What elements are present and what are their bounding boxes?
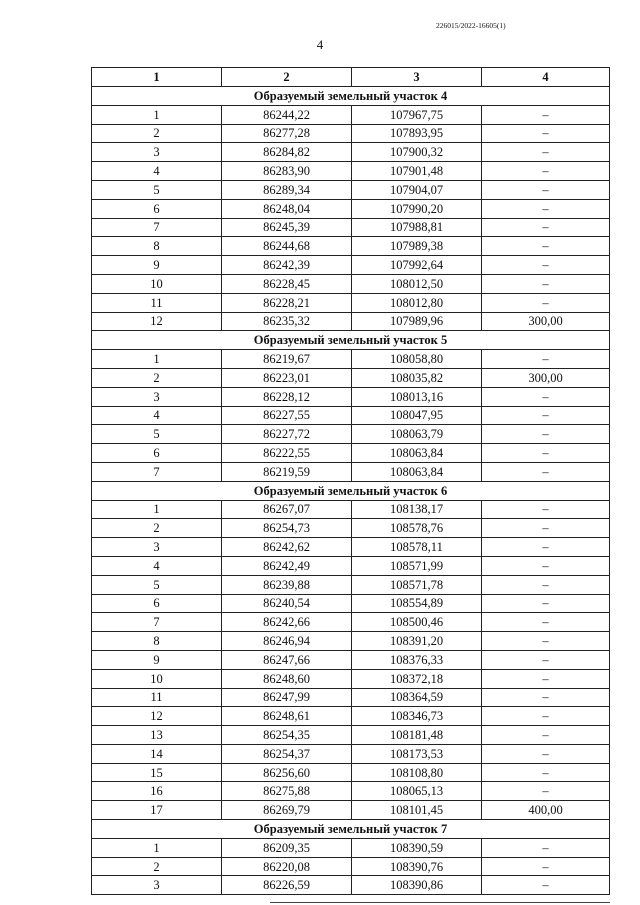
value-cell: – xyxy=(482,500,610,519)
value-cell: – xyxy=(482,387,610,406)
point-number-cell: 1 xyxy=(92,500,222,519)
point-number-cell: 11 xyxy=(92,293,222,312)
table-row xyxy=(92,312,610,331)
value-cell: – xyxy=(482,632,610,651)
value-cell: – xyxy=(482,143,610,162)
point-number-cell: 5 xyxy=(92,180,222,199)
x-coordinate-cell: 86254,37 xyxy=(222,744,352,763)
x-coordinate-cell: 86254,73 xyxy=(222,519,352,538)
y-coordinate-cell: 108578,11 xyxy=(352,538,482,557)
table-row xyxy=(92,500,610,519)
y-coordinate-cell: 108500,46 xyxy=(352,613,482,632)
y-coordinate-cell: 107992,64 xyxy=(352,256,482,275)
x-coordinate-cell: 86242,66 xyxy=(222,613,352,632)
value-cell: – xyxy=(482,688,610,707)
x-coordinate-cell: 86227,72 xyxy=(222,425,352,444)
value-cell: – xyxy=(482,763,610,782)
point-number-cell: 11 xyxy=(92,688,222,707)
table-row xyxy=(92,105,610,124)
section-title: Образуемый земельный участок 7 xyxy=(92,820,610,839)
x-coordinate-cell: 86247,99 xyxy=(222,688,352,707)
value-cell: – xyxy=(482,256,610,275)
x-coordinate-cell: 86242,49 xyxy=(222,556,352,575)
y-coordinate-cell: 108372,18 xyxy=(352,669,482,688)
y-coordinate-cell: 108063,79 xyxy=(352,425,482,444)
point-number-cell: 12 xyxy=(92,312,222,331)
point-number-cell: 10 xyxy=(92,669,222,688)
y-coordinate-cell: 108390,86 xyxy=(352,876,482,895)
y-coordinate-cell: 108108,80 xyxy=(352,763,482,782)
value-cell: – xyxy=(482,162,610,181)
point-number-cell: 1 xyxy=(92,105,222,124)
document-id: 226015/2022-16605(1) xyxy=(436,21,506,30)
header-row xyxy=(92,68,610,87)
value-cell: – xyxy=(482,876,610,895)
value-cell: – xyxy=(482,350,610,369)
x-coordinate-cell: 86228,21 xyxy=(222,293,352,312)
point-number-cell: 12 xyxy=(92,707,222,726)
value-cell: – xyxy=(482,857,610,876)
value-cell: 400,00 xyxy=(482,801,610,820)
table-row xyxy=(92,406,610,425)
point-number-cell: 1 xyxy=(92,838,222,857)
section-header-row xyxy=(92,331,610,350)
value-cell: – xyxy=(482,538,610,557)
y-coordinate-cell: 107990,20 xyxy=(352,199,482,218)
point-number-cell: 3 xyxy=(92,538,222,557)
y-coordinate-cell: 108058,80 xyxy=(352,350,482,369)
table-row xyxy=(92,726,610,745)
value-cell: 300,00 xyxy=(482,368,610,387)
value-cell: – xyxy=(482,707,610,726)
x-coordinate-cell: 86209,35 xyxy=(222,838,352,857)
x-coordinate-cell: 86275,88 xyxy=(222,782,352,801)
value-cell: – xyxy=(482,669,610,688)
value-cell: – xyxy=(482,274,610,293)
coordinates-table xyxy=(91,67,610,895)
x-coordinate-cell: 86248,61 xyxy=(222,707,352,726)
value-cell: – xyxy=(482,199,610,218)
point-number-cell: 3 xyxy=(92,387,222,406)
x-coordinate-cell: 86245,39 xyxy=(222,218,352,237)
column-header: 4 xyxy=(482,68,610,87)
y-coordinate-cell: 108571,99 xyxy=(352,556,482,575)
point-number-cell: 1 xyxy=(92,350,222,369)
x-coordinate-cell: 86235,32 xyxy=(222,312,352,331)
table-row xyxy=(92,613,610,632)
y-coordinate-cell: 108063,84 xyxy=(352,462,482,481)
x-coordinate-cell: 86239,88 xyxy=(222,575,352,594)
point-number-cell: 2 xyxy=(92,857,222,876)
point-number-cell: 4 xyxy=(92,162,222,181)
point-number-cell: 13 xyxy=(92,726,222,745)
y-coordinate-cell: 108012,80 xyxy=(352,293,482,312)
table-row xyxy=(92,575,610,594)
x-coordinate-cell: 86248,04 xyxy=(222,199,352,218)
table-row xyxy=(92,162,610,181)
column-header: 3 xyxy=(352,68,482,87)
y-coordinate-cell: 108390,59 xyxy=(352,838,482,857)
value-cell: – xyxy=(482,406,610,425)
point-number-cell: 7 xyxy=(92,218,222,237)
x-coordinate-cell: 86242,39 xyxy=(222,256,352,275)
table-row xyxy=(92,801,610,820)
point-number-cell: 9 xyxy=(92,650,222,669)
x-coordinate-cell: 86227,55 xyxy=(222,406,352,425)
table-row xyxy=(92,688,610,707)
table-row xyxy=(92,782,610,801)
x-coordinate-cell: 86219,59 xyxy=(222,462,352,481)
x-coordinate-cell: 86254,35 xyxy=(222,726,352,745)
y-coordinate-cell: 108063,84 xyxy=(352,444,482,463)
y-coordinate-cell: 108376,33 xyxy=(352,650,482,669)
point-number-cell: 8 xyxy=(92,632,222,651)
x-coordinate-cell: 86277,28 xyxy=(222,124,352,143)
x-coordinate-cell: 86269,79 xyxy=(222,801,352,820)
point-number-cell: 2 xyxy=(92,519,222,538)
point-number-cell: 3 xyxy=(92,143,222,162)
x-coordinate-cell: 86248,60 xyxy=(222,669,352,688)
point-number-cell: 7 xyxy=(92,462,222,481)
table-row xyxy=(92,124,610,143)
value-cell: – xyxy=(482,180,610,199)
point-number-cell: 6 xyxy=(92,199,222,218)
table-row xyxy=(92,444,610,463)
point-number-cell: 4 xyxy=(92,406,222,425)
column-header: 1 xyxy=(92,68,222,87)
y-coordinate-cell: 108065,13 xyxy=(352,782,482,801)
table-row xyxy=(92,293,610,312)
table-row xyxy=(92,594,610,613)
y-coordinate-cell: 108554,89 xyxy=(352,594,482,613)
value-cell: – xyxy=(482,575,610,594)
value-cell: – xyxy=(482,744,610,763)
value-cell: – xyxy=(482,782,610,801)
table-row xyxy=(92,143,610,162)
value-cell: – xyxy=(482,594,610,613)
table-row xyxy=(92,556,610,575)
x-coordinate-cell: 86247,66 xyxy=(222,650,352,669)
page-number: 4 xyxy=(316,37,324,52)
point-number-cell: 5 xyxy=(92,425,222,444)
point-number-cell: 6 xyxy=(92,594,222,613)
y-coordinate-cell: 107893,95 xyxy=(352,124,482,143)
y-coordinate-cell: 107901,48 xyxy=(352,162,482,181)
section-title: Образуемый земельный участок 6 xyxy=(92,481,610,500)
point-number-cell: 7 xyxy=(92,613,222,632)
table-row xyxy=(92,669,610,688)
point-number-cell: 8 xyxy=(92,237,222,256)
x-coordinate-cell: 86223,01 xyxy=(222,368,352,387)
y-coordinate-cell: 108013,16 xyxy=(352,387,482,406)
value-cell: – xyxy=(482,444,610,463)
table-row xyxy=(92,744,610,763)
table-row xyxy=(92,876,610,895)
y-coordinate-cell: 107900,32 xyxy=(352,143,482,162)
y-coordinate-cell: 108101,45 xyxy=(352,801,482,820)
table-row xyxy=(92,462,610,481)
table-row xyxy=(92,857,610,876)
x-coordinate-cell: 86242,62 xyxy=(222,538,352,557)
value-cell: – xyxy=(482,519,610,538)
table-row xyxy=(92,180,610,199)
y-coordinate-cell: 108173,53 xyxy=(352,744,482,763)
y-coordinate-cell: 108578,76 xyxy=(352,519,482,538)
value-cell: – xyxy=(482,613,610,632)
value-cell: – xyxy=(482,237,610,256)
y-coordinate-cell: 108138,17 xyxy=(352,500,482,519)
x-coordinate-cell: 86284,82 xyxy=(222,143,352,162)
table-row xyxy=(92,632,610,651)
section-header-row xyxy=(92,820,610,839)
x-coordinate-cell: 86289,34 xyxy=(222,180,352,199)
y-coordinate-cell: 108390,76 xyxy=(352,857,482,876)
table-row xyxy=(92,199,610,218)
value-cell: – xyxy=(482,462,610,481)
table-row xyxy=(92,538,610,557)
value-cell: – xyxy=(482,124,610,143)
x-coordinate-cell: 86222,55 xyxy=(222,444,352,463)
table-row xyxy=(92,274,610,293)
y-coordinate-cell: 108035,82 xyxy=(352,368,482,387)
section-header-row xyxy=(92,87,610,106)
point-number-cell: 9 xyxy=(92,256,222,275)
y-coordinate-cell: 107988,81 xyxy=(352,218,482,237)
x-coordinate-cell: 86228,45 xyxy=(222,274,352,293)
point-number-cell: 5 xyxy=(92,575,222,594)
value-cell: – xyxy=(482,105,610,124)
value-cell: – xyxy=(482,726,610,745)
x-coordinate-cell: 86267,07 xyxy=(222,500,352,519)
table-row xyxy=(92,650,610,669)
table-row xyxy=(92,237,610,256)
x-coordinate-cell: 86283,90 xyxy=(222,162,352,181)
y-coordinate-cell: 108391,20 xyxy=(352,632,482,651)
point-number-cell: 3 xyxy=(92,876,222,895)
point-number-cell: 6 xyxy=(92,444,222,463)
value-cell: – xyxy=(482,556,610,575)
table-row xyxy=(92,350,610,369)
y-coordinate-cell: 108364,59 xyxy=(352,688,482,707)
x-coordinate-cell: 86240,54 xyxy=(222,594,352,613)
x-coordinate-cell: 86246,94 xyxy=(222,632,352,651)
table-row xyxy=(92,387,610,406)
x-coordinate-cell: 86244,22 xyxy=(222,105,352,124)
y-coordinate-cell: 107904,07 xyxy=(352,180,482,199)
section-header-row xyxy=(92,481,610,500)
column-header: 2 xyxy=(222,68,352,87)
y-coordinate-cell: 108047,95 xyxy=(352,406,482,425)
y-coordinate-cell: 107967,75 xyxy=(352,105,482,124)
table-row xyxy=(92,218,610,237)
point-number-cell: 14 xyxy=(92,744,222,763)
footer-divider xyxy=(270,902,610,903)
table-row xyxy=(92,838,610,857)
table-body xyxy=(92,87,610,895)
point-number-cell: 15 xyxy=(92,763,222,782)
table-row xyxy=(92,256,610,275)
table-row xyxy=(92,763,610,782)
x-coordinate-cell: 86244,68 xyxy=(222,237,352,256)
point-number-cell: 2 xyxy=(92,368,222,387)
point-number-cell: 4 xyxy=(92,556,222,575)
table-row xyxy=(92,707,610,726)
x-coordinate-cell: 86256,60 xyxy=(222,763,352,782)
x-coordinate-cell: 86226,59 xyxy=(222,876,352,895)
value-cell: 300,00 xyxy=(482,312,610,331)
value-cell: – xyxy=(482,838,610,857)
point-number-cell: 16 xyxy=(92,782,222,801)
value-cell: – xyxy=(482,650,610,669)
x-coordinate-cell: 86219,67 xyxy=(222,350,352,369)
y-coordinate-cell: 107989,38 xyxy=(352,237,482,256)
point-number-cell: 17 xyxy=(92,801,222,820)
point-number-cell: 2 xyxy=(92,124,222,143)
value-cell: – xyxy=(482,425,610,444)
table-row xyxy=(92,425,610,444)
value-cell: – xyxy=(482,293,610,312)
y-coordinate-cell: 108181,48 xyxy=(352,726,482,745)
x-coordinate-cell: 86228,12 xyxy=(222,387,352,406)
section-title: Образуемый земельный участок 5 xyxy=(92,331,610,350)
section-title: Образуемый земельный участок 4 xyxy=(92,87,610,106)
y-coordinate-cell: 108012,50 xyxy=(352,274,482,293)
value-cell: – xyxy=(482,218,610,237)
point-number-cell: 10 xyxy=(92,274,222,293)
x-coordinate-cell: 86220,08 xyxy=(222,857,352,876)
table-row xyxy=(92,368,610,387)
y-coordinate-cell: 108571,78 xyxy=(352,575,482,594)
y-coordinate-cell: 107989,96 xyxy=(352,312,482,331)
y-coordinate-cell: 108346,73 xyxy=(352,707,482,726)
table-row xyxy=(92,519,610,538)
